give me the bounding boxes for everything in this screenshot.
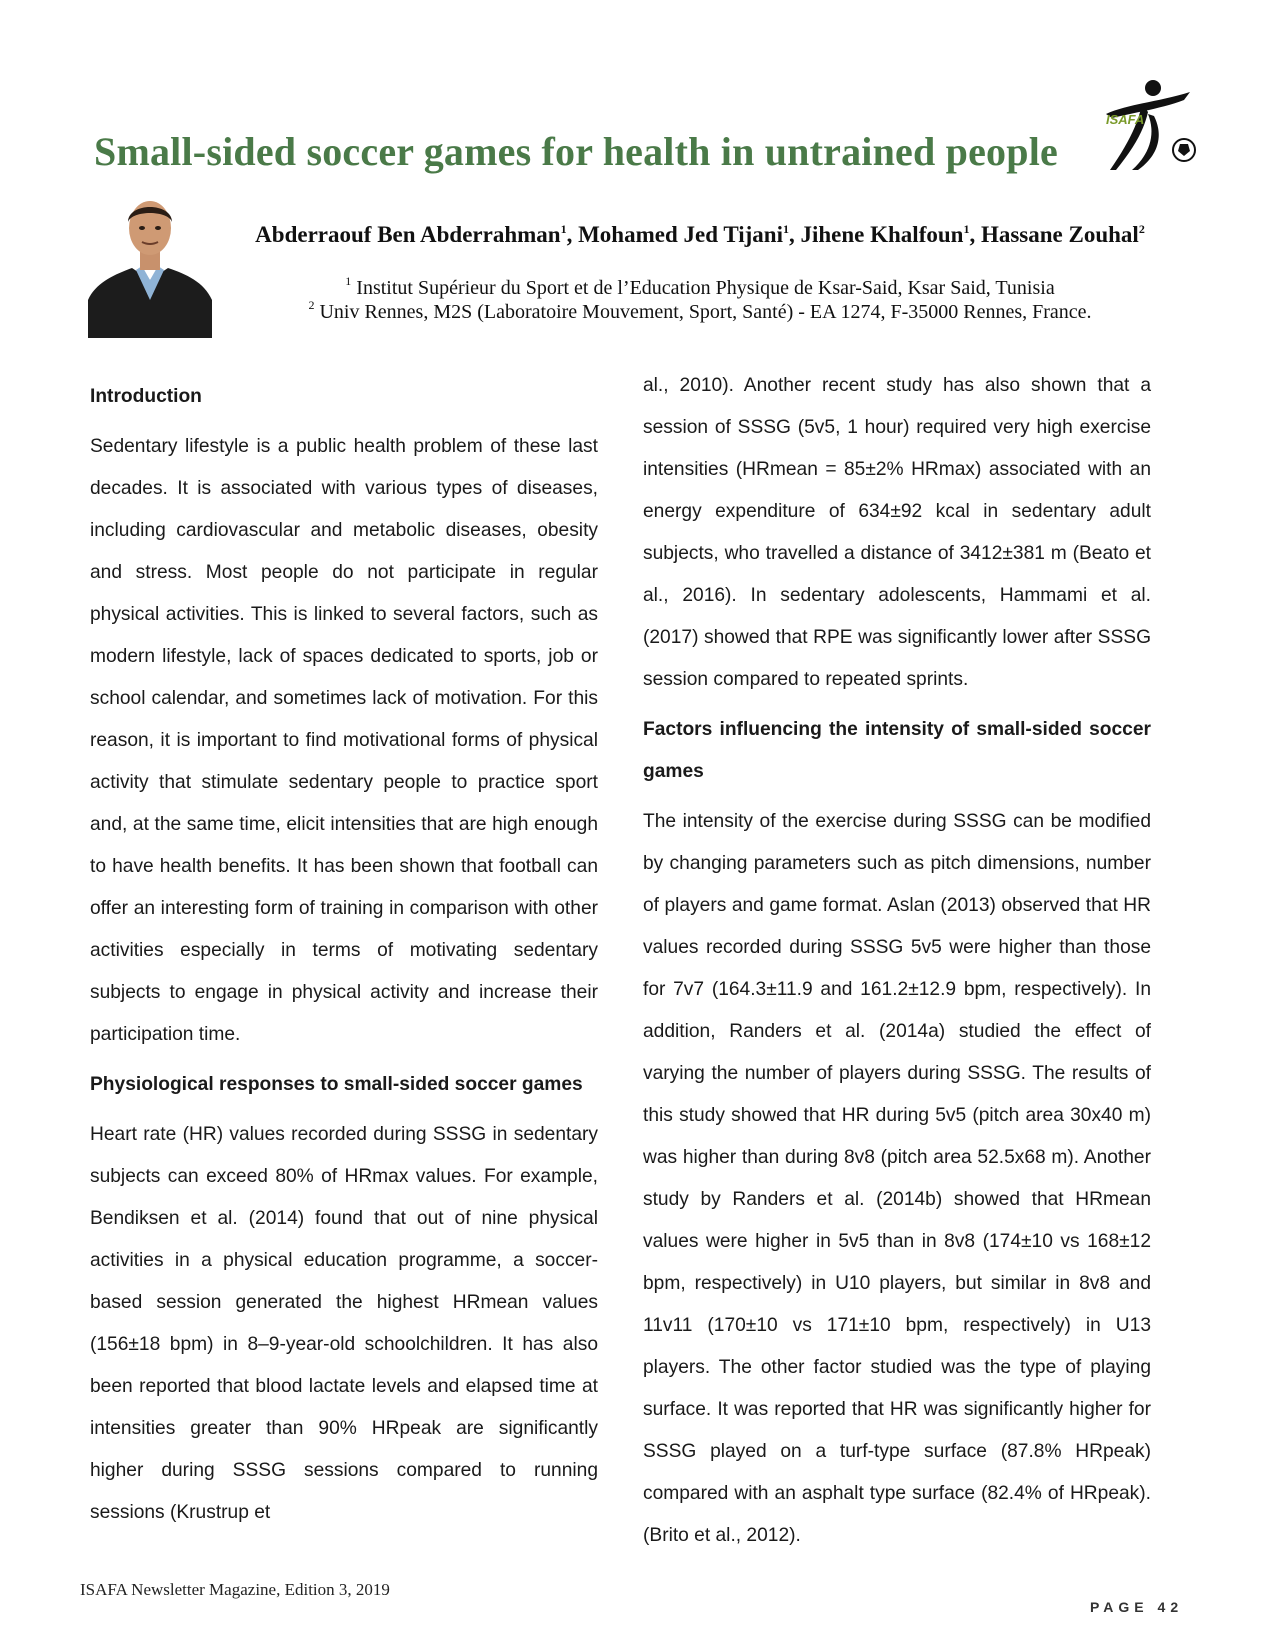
author-name: , Mohamed Jed Tijani: [566, 222, 783, 247]
affiliation-2: $^2$ Univ Rennes, M2S (Laboratoire Mouvement, Sport, Santé) - EA 1274, F-35000 Rennes, France.: [308, 298, 1092, 323]
introduction-paragraph: Sedentary lifestyle is a public health problem of these last decades. It is associated with various types of diseases, including cardiovascular and metabolic diseases, obesity and stress. Most people do not participate in regular physical activities. This is linked to several factors, such as modern lifestyle, lack of spaces dedicated to sports, job or school calendar, and sometimes lack of motivation. For this reason, it is important to find motivational forms of physical activity that stimulate sedentary people to practice sport and, at the same time, elicit intensities that are high enough to have health benefits. It has been shown that football can offer an interesting form of training in comparison with other activities especially in terms of motivating sedentary subjects to engage in physical activity and increase their participation time.: [90, 436, 598, 1045]
author-affil-sup: 1: [963, 222, 970, 236]
right-column: [643, 365, 1151, 1565]
author-affil-sup: 1: [782, 222, 789, 236]
left-column: [90, 376, 598, 1542]
article-title: Small-sided soccer games for health in untrained people: [94, 129, 1058, 174]
author-name: Abderraouf Ben Abderrahman: [255, 222, 561, 247]
physiological-paragraph: Heart rate (HR) values recorded during SSSG in sedentary subjects can exceed 80% of HRmax values. For example, Bendiksen et al. (2014) found that out of nine physical activities in a physical education programme, a soccer-based session generated the highest HRmean values (156±18 bpm) in 8–9-year-old schoolchildren. It has also been reported that blood lactate levels and elapsed time at intensities greater than 90% HRpeak are significantly higher during SSSG sessions compared to running sessions (Krustrup et: [90, 1124, 598, 1523]
author-name: , Jihene Khalfoun: [788, 222, 964, 247]
section-heading-physiological: Physiological responses to small-sided soccer games: [90, 1074, 583, 1095]
author-photo: [88, 188, 212, 338]
isafa-logo: [1098, 74, 1198, 182]
author-name: , Hassane Zouhal: [969, 222, 1139, 247]
continued-paragraph: al., 2010). Another recent study has also shown that a session of SSSG (5v5, 1 hour) required very high exercise intensities (HRmean = 85±2% HRmax) associated with an energy expenditure of 634±92 kcal in sedentary adult subjects, who travelled a distance of 3412±381 m (Beato et al., 2016). In sedentary adolescents, Hammami et al. (2017) showed that RPE was significantly lower after SSSG session compared to repeated sprints.: [643, 375, 1151, 690]
factors-paragraph: The intensity of the exercise during SSSG can be modified by changing parameters such as pitch dimensions, number of players and game format. Aslan (2013) observed that HR values recorded during SSSG 5v5 were higher than those for 7v7 (164.3±11.9 and 161.2±12.9 bpm, respectively). In addition, Randers et al. (2014a) studied the effect of varying the number of players during SSSG. The results of this study showed that HR during 5v5 (pitch area 30x40 m) was higher than during 8v8 (pitch area 52.5x68 m). Another study by Randers et al. (2014b) showed that HRmean values were higher in 5v5 than in 8v8 (174±10 vs 168±12 bpm, respectively) in U10 players, but similar in 8v8 and 11v11 (170±10 vs 171±10 bpm, respectively) in U13 players. The other factor studied was the type of playing surface. It was reported that HR was significantly higher for SSSG played on a turf-type surface (87.8% HRpeak) compared with an asphalt type surface (82.4% of HRpeak). (Brito et al., 2012).: [643, 811, 1151, 1546]
page-number: PAGE 42: [1090, 1599, 1184, 1615]
section-heading-introduction: Introduction: [90, 386, 202, 407]
author-affil-sup: 1: [560, 222, 567, 236]
footer-publication: ISAFA Newsletter Magazine, Edition 3, 2019: [80, 1580, 390, 1599]
section-heading-factors: Factors influencing the intensity of small-sided soccer games: [643, 719, 1151, 782]
affiliation-1: $^1$ Institut Supérieur du Sport et de l’Education Physique de Ksar-Said, Ksar Said, Tunisia: [345, 274, 1055, 299]
logo-text: ISAFA: [1106, 112, 1145, 127]
author-list: [240, 222, 1160, 248]
author-affil-sup: 2: [1138, 222, 1145, 236]
